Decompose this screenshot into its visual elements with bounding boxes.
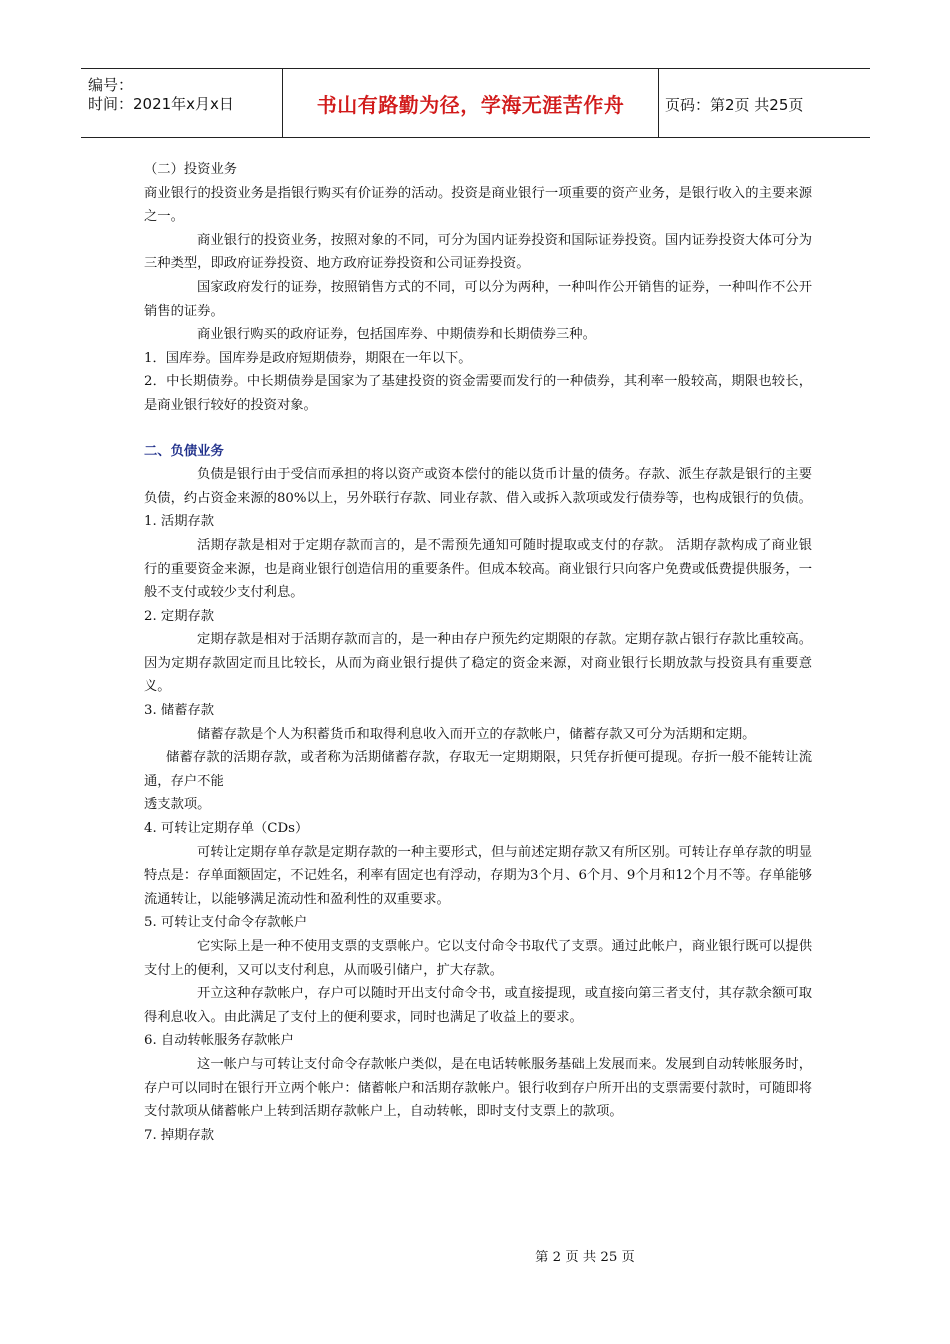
paragraph: 这一帐户与可转让支付命令存款帐户类似，是在电话转帐服务基础上发展而来。发展到自动转帐服务时，存户可以同时在银行开立两个帐户：储蓄帐户和活期存款帐户。银行收到存户所开出的支票需要付款时，可随即将支付款项从储蓄帐户上转到活期存款帐户上，自动转帐，即时支付支票上的款项。 — [144, 1056, 812, 1120]
paragraph: 它实际上是一种不使用支票的支票帐户。它以支付命令书取代了支票。通过此帐户，商业银行既可以提供支付上的便利，又可以支付利息，从而吸引储户，扩大存款。 — [144, 939, 812, 978]
footer-page-number: 第 2 页 共 25 页 — [535, 1250, 635, 1265]
subheading: 4. 可转让定期存单（CDs） — [144, 821, 309, 837]
paragraph: 商业银行的投资业务是指银行购买有价证券的活动。投资是商业银行一项重要的资产业务，是银行收入的主要来源之一。 — [144, 185, 812, 225]
section-heading-liabilities: 二、负债业务 — [144, 443, 224, 459]
paragraph: 国家政府发行的证券，按照销售方式的不同，可以分为两种，一种叫作公开销售的证券，一种叫作不公开销售的证券。 — [144, 279, 812, 319]
list-item: 1．国库券。国库券是政府短期债券，期限在一年以下。 — [144, 350, 472, 366]
paragraph: 活期存款是相对于定期存款而言的，是不需预先通知可随时提取或支付的存款。 活期存款构成了商业银行的重要资金来源，也是商业银行创造信用的重要条件。但成本较高。商业银行只向客户免费或低费提供服务，一般不支付或较少支付利息。 — [144, 537, 812, 601]
subheading: 7. 掉期存款 — [144, 1127, 215, 1143]
list-item: 2．中长期债券。中长期债券是国家为了基建投资的资金需要而发行的一种债券，其利率一般较高，期限也较长，是商业银行较好的投资对象。 — [144, 374, 812, 413]
paragraph: 储蓄存款是个人为积蓄货币和取得利息收入而开立的存款帐户，储蓄存款又可分为活期和定期。 — [197, 726, 756, 742]
document-body — [144, 158, 812, 1147]
subheading: 3. 储蓄存款 — [144, 703, 215, 719]
header-page-label: 页码：第2页 共25页 — [665, 96, 804, 114]
paragraph: 储蓄存款的活期存款，或者称为活期储蓄存款，存取无一定期期限，只凭存折便可提现。存折一般不能转让流通，存户不能 — [144, 750, 812, 789]
paragraph: 负债是银行由于受信而承担的将以资产或资本偿付的能以货币计量的债务。存款、派生存款是银行的主要负债，约占资金来源的80%以上，另外联行存款、同业存款、借入或拆入款项或发行债券等，也构成银行的负债。 — [144, 467, 812, 506]
page-footer — [0, 1246, 950, 1265]
paragraph: 商业银行的投资业务，按照对象的不同，可分为国内证券投资和国际证券投资。国内证券投资大体可分为三种类型，即政府证券投资、地方政府证券投资和公司证券投资。 — [144, 232, 812, 272]
paragraph: 开立这种存款帐户，存户可以随时开出支付命令书，或直接提现，或直接向第三者支付，其存款余额可取得利息收入。由此满足了支付上的便利要求，同时也满足了收益上的要求。 — [144, 986, 812, 1025]
subheading: 6. 自动转帐服务存款帐户 — [144, 1033, 294, 1049]
paragraph: 定期存款是相对于活期存款而言的，是一种由存户预先约定期限的存款。定期存款占银行存款比重较高。因为定期存款固定而且比较长，从而为商业银行提供了稳定的资金来源，对商业银行长期放款与投资具有重要意义。 — [144, 632, 812, 695]
date-label: 时间：2021年x月x日 — [88, 95, 234, 113]
subheading: 1. 活期存款 — [144, 514, 215, 530]
section-heading-investment: （二）投资业务 — [144, 162, 238, 177]
paragraph: 商业银行购买的政府证券，包括国库券、中期债券和长期债券三种。 — [197, 327, 596, 343]
paragraph: 透支款项。 — [144, 797, 211, 813]
page-header — [81, 68, 870, 138]
header-meta — [81, 69, 283, 137]
number-label: 编号： — [88, 76, 134, 94]
paragraph: 可转让定期存单存款是定期存款的一种主要形式，但与前述定期存款又有所区别。可转让存单存款的明显特点是：存单面额固定，不记姓名，利率有固定也有浮动，存期为3个月、6个月、9个月和12个月不等。存单能够流通转让，以能够满足流动性和盈利性的双重要求。 — [144, 844, 812, 907]
subheading: 2. 定期存款 — [144, 608, 215, 624]
header-motto: 书山有路勤为径，学海无涯苦作舟 — [283, 69, 659, 137]
subheading: 5. 可转让支付命令存款帐户 — [144, 915, 308, 931]
